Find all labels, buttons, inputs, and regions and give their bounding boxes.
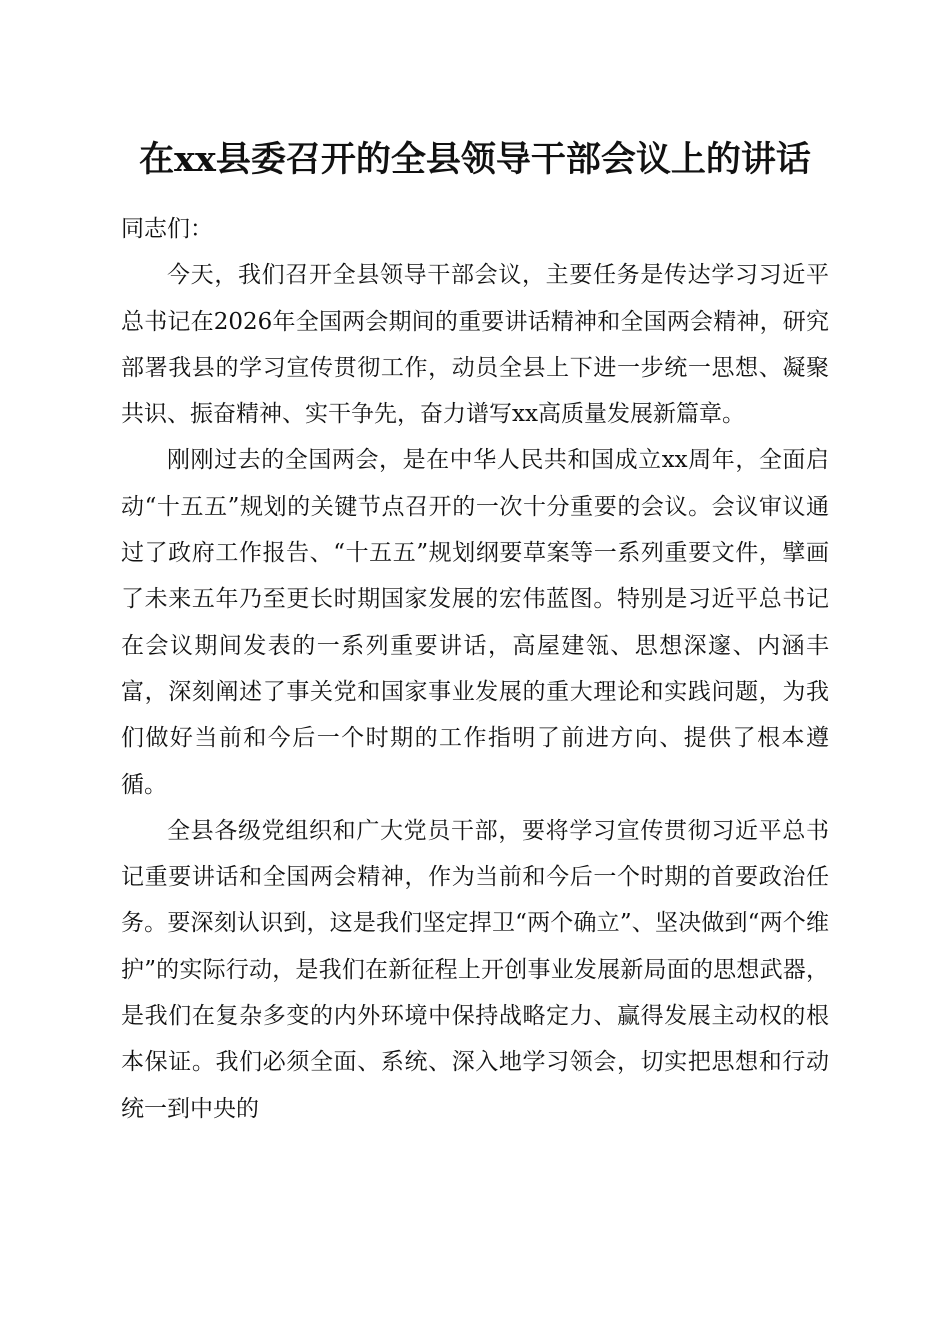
paragraph-1: 今天，我们召开全县领导干部会议，主要任务是传达学习习近平总书记在2026年全国两会期间的重要讲话精神和全国两会精神，研究部署我县的学习宣传贯彻工作，动员全县上下进一步统一思想、凝聚共识、振奋精神、实干争先，奋力谱写xx高质量发展新篇章。 [121, 262, 829, 428]
document-title: 在xx县委召开的全县领导干部会议上的讲话 [139, 139, 811, 180]
paragraph-3: 全县各级党组织和广大党员干部，要将学习宣传贯彻习近平总书记重要讲话和全国两会精神，作为当前和今后一个时期的首要政治任务。要深刻认识到，这是我们坚定捍卫“两个确立”、坚决做到“两个维护”的实际行动，是我们在新征程上开创事业发展新局面的思想武器，是我们在复杂多变的内外环境中保持战略定力、赢得发展主动权的根本保证。我们必须全面、系统、深入地学习领会，切实把思想和行动统一到中央的 [121, 817, 829, 1122]
paragraph-2: 刚刚过去的全国两会，是在中华人民共和国成立xx周年，全面启动“十五五”规划的关键节点召开的一次十分重要的会议。会议审议通过了政府工作报告、“十五五”规划纲要草案等一系列重要文件，擘画了未来五年乃至更长时期国家发展的宏伟蓝图。特别是习近平总书记在会议期间发表的一系列重要讲话，高屋建瓴、思想深邃、内涵丰富，深刻阐述了事关党和国家事业发展的重大理论和实践问题，为我们做好当前和今后一个时期的工作指明了前进方向、提供了根本遵循。 [121, 447, 829, 798]
document-body [121, 206, 829, 1132]
salutation: 同志们： [121, 216, 213, 242]
